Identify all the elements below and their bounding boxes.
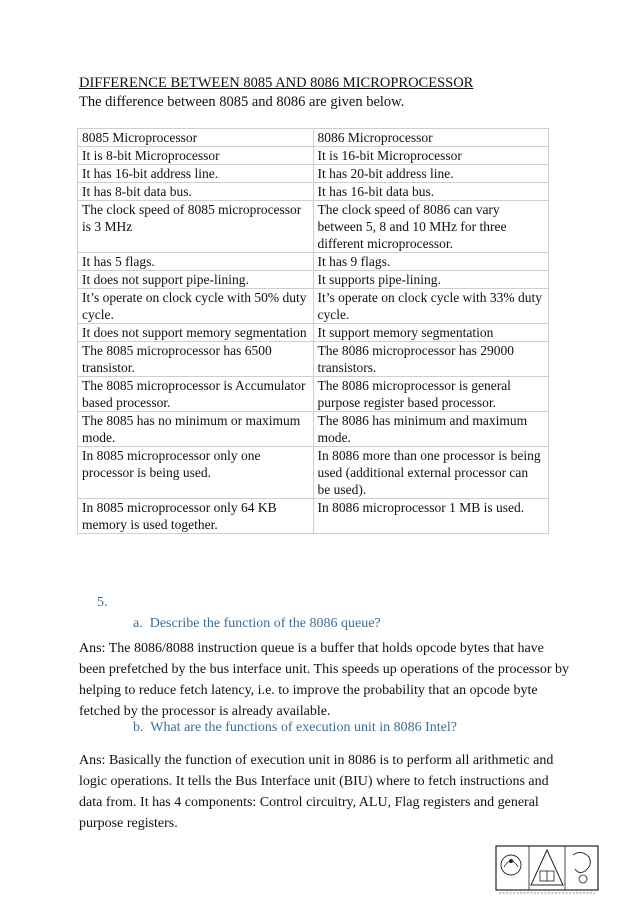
table-row (78, 324, 549, 342)
question-a (133, 616, 381, 632)
table-cell-8085: It is 8-bit Microprocessor (78, 147, 314, 165)
question-a-label: a. (133, 616, 143, 631)
table-cell-8085: It has 16-bit address line. (78, 165, 314, 183)
table-row (78, 129, 549, 147)
table-cell-8085: The 8085 microprocessor is Accumulator based processor. (78, 377, 314, 412)
answer-a (79, 638, 569, 722)
table-cell-8086: It has 16-bit data bus. (313, 183, 549, 201)
table-cell-8086: In 8086 more than one processor is being used (additional external processor can be used). (313, 447, 549, 499)
table-cell-8085: It does not support memory segmentation (78, 324, 314, 342)
table-row (78, 183, 549, 201)
table-row (78, 412, 549, 447)
table-row (78, 271, 549, 289)
table-cell-8086: It support memory segmentation (313, 324, 549, 342)
table-cell-8085: It has 8-bit data bus. (78, 183, 314, 201)
intro-text: The difference between 8085 and 8086 are given below. (79, 94, 405, 110)
table-cell-8086: The 8086 microprocessor has 29000 transistors. (313, 342, 549, 377)
table-row (78, 499, 549, 534)
table-row (78, 253, 549, 271)
table-cell-8086: 8086 Microprocessor (313, 129, 549, 147)
answer-b-prefix: Ans: (79, 753, 106, 768)
table-cell-8086: It is 16-bit Microprocessor (313, 147, 549, 165)
table-row (78, 447, 549, 499)
table-cell-8085: 8085 Microprocessor (78, 129, 314, 147)
table-cell-8085: It’s operate on clock cycle with 50% duty cycle. (78, 289, 314, 324)
table-row (78, 289, 549, 324)
table-cell-8086: It’s operate on clock cycle with 33% duty cycle. (313, 289, 549, 324)
comparison-table-body (78, 129, 549, 534)
table-cell-8085: It does not support pipe-lining. (78, 271, 314, 289)
question-b (133, 720, 457, 736)
table-cell-8085: The 8085 has no minimum or maximum mode. (78, 412, 314, 447)
table-row (78, 342, 549, 377)
table-cell-8085: The clock speed of 8085 microprocessor is 3 MHz (78, 201, 314, 253)
table-cell-8085: The 8085 microprocessor has 6500 transistor. (78, 342, 314, 377)
table-cell-8086: It has 9 flags. (313, 253, 549, 271)
table-cell-8086: In 8086 microprocessor 1 MB is used. (313, 499, 549, 534)
question-number: 5. (97, 595, 108, 610)
table-cell-8085: In 8085 microprocessor only one processor is being used. (78, 447, 314, 499)
table-cell-8086: It has 20-bit address line. (313, 165, 549, 183)
table-row (78, 201, 549, 253)
page-title: DIFFERENCE BETWEEN 8085 AND 8086 MICROPROCESSOR (79, 75, 474, 91)
table-cell-8086: The clock speed of 8086 can vary between 5, 8 and 10 MHz for three different microprocessor. (313, 201, 549, 253)
answer-b (79, 750, 569, 834)
institution-logo-icon (495, 845, 599, 895)
answer-a-prefix: Ans: (79, 641, 106, 656)
table-row (78, 147, 549, 165)
question-a-text: Describe the function of the 8086 queue? (149, 616, 381, 631)
question-b-text: What are the functions of execution unit in 8086 Intel? (150, 720, 457, 735)
answer-a-text: The 8086/8088 instruction queue is a buffer that holds opcode bytes that have been prefetched by the bus interface unit. This speeds up operations of the processor by helping to reduce fetch latency, i.e. to improve the probability that an opcode byte fetched by the processor is already available. (79, 641, 569, 719)
table-cell-8085: In 8085 microprocessor only 64 KB memory is used together. (78, 499, 314, 534)
table-cell-8086: The 8086 microprocessor is general purpose register based processor. (313, 377, 549, 412)
table-cell-8086: It supports pipe-lining. (313, 271, 549, 289)
question-b-label: b. (133, 720, 144, 735)
table-cell-8086: The 8086 has minimum and maximum mode. (313, 412, 549, 447)
table-row (78, 377, 549, 412)
answer-b-text: Basically the function of execution unit in 8086 is to perform all arithmetic and logic operations. It tells the Bus Interface unit (BIU) where to fetch instructions and data from. It has 4 components: Control circuitry, ALU, Flag registers and general purpose registers. (79, 753, 554, 831)
table-row (78, 165, 549, 183)
comparison-table (77, 128, 549, 534)
table-cell-8085: It has 5 flags. (78, 253, 314, 271)
